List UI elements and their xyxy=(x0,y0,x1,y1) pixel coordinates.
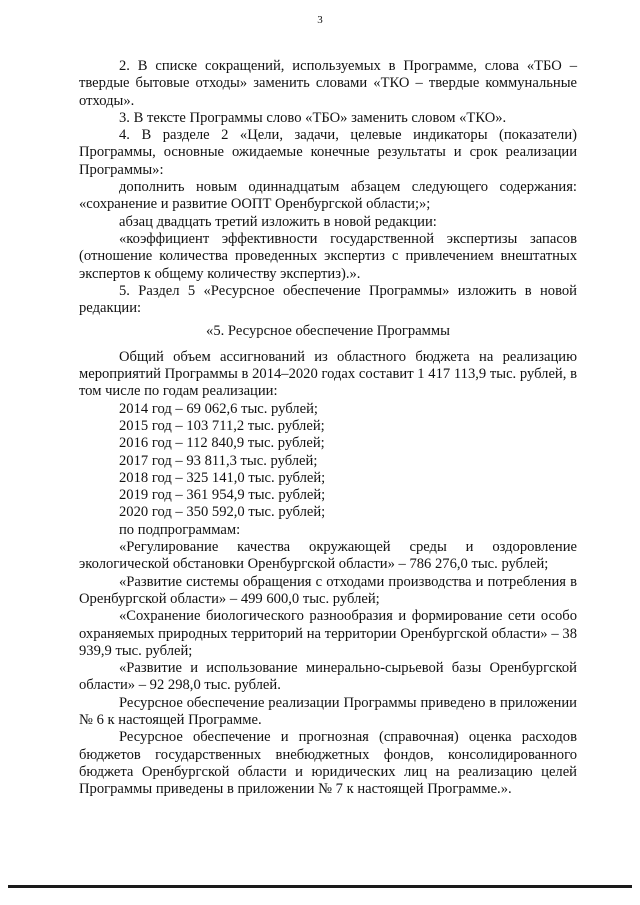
subprogram-environment: «Регулирование качества окружающей среды и оздоровление экологической обстановки Оренбургской области» – 786 276,0 тыс. рублей; xyxy=(79,539,577,573)
year-line-2018: 2018 год – 325 141,0 тыс. рублей; xyxy=(119,469,326,486)
year-line-2019: 2019 год – 361 954,9 тыс. рублей; xyxy=(119,487,326,504)
paragraph-total-allocation: Общий объем ассигнований из областного бюджета на реализацию мероприятий Программы в 2014–2020 годах составит 1 417 113,9 тыс. рублей, в том числе по годам реализации: xyxy=(79,348,577,400)
year-line-2015: 2015 год – 103 711,2 тыс. рублей; xyxy=(119,417,325,434)
subprograms-label: по подпрограммам: xyxy=(119,521,241,538)
subprogram-waste: «Развитие системы обращения с отходами производства и потребления в Оренбургской области» – 499 600,0 тыс. рублей; xyxy=(79,573,577,607)
bottom-border-line xyxy=(8,885,632,888)
section-heading: «5. Ресурсное обеспечение Программы xyxy=(206,323,450,340)
document-body xyxy=(79,58,577,798)
paragraph-section-5: 5. Раздел 5 «Ресурсное обеспечение Программы» изложить в новой редакции: xyxy=(79,282,577,317)
year-line-2017: 2017 год – 93 811,3 тыс. рублей; xyxy=(119,452,318,469)
paragraph-appendix-6: Ресурсное обеспечение реализации Программы приведено в приложении № 6 к настоящей Программе. xyxy=(79,694,577,728)
paragraph-add-eleventh: дополнить новым одиннадцатым абзацем следующего содержания: «сохранение и развитие ООПТ Оренбургской области;»; xyxy=(79,179,577,213)
page-number: 3 xyxy=(317,14,323,26)
year-line-2016: 2016 год – 112 840,9 тыс. рублей; xyxy=(119,435,325,452)
paragraph-abbreviations: 2. В списке сокращений, используемых в Программе, слова «ТБО – твердые бытовые отходы» заменить словами «ТКО – твердые коммунальные отходы». xyxy=(79,58,577,109)
year-line-2014: 2014 год – 69 062,6 тыс. рублей; xyxy=(119,400,318,417)
subprogram-minerals: «Развитие и использование минерально-сырьевой базы Оренбургской области» – 92 298,0 тыс. рублей. xyxy=(79,660,577,694)
paragraph-coefficient: «коэффициент эффективности государственной экспертизы запасов (отношение количества проведенных экспертиз с привлечением внештатных экспертов к общему количеству экспертиз).». xyxy=(79,230,577,282)
paragraph-section-2: 4. В разделе 2 «Цели, задачи, целевые индикаторы (показатели) Программы, основные ожидаемые конечные результаты и срок реализации Программы»: xyxy=(79,127,577,178)
paragraph-twenty-third: абзац двадцать третий изложить в новой редакции: xyxy=(119,213,437,230)
year-line-2020: 2020 год – 350 592,0 тыс. рублей; xyxy=(119,504,326,521)
subprogram-biodiversity: «Сохранение биологического разнообразия и формирование сети особо охраняемых природных территорий на территории Оренбургской области» – 38 939,9 тыс. рублей; xyxy=(79,608,577,659)
paragraph-appendix-7: Ресурсное обеспечение и прогнозная (справочная) оценка расходов бюджетов государственных внебюджетных фондов, консолидированного бюджета Оренбургской области и юридических лиц на реализацию целей Программы приведены в приложении № 7 к настоящей Программе.». xyxy=(79,729,577,798)
paragraph-replace-term: 3. В тексте Программы слово «ТБО» заменить словом «ТКО». xyxy=(119,109,507,126)
